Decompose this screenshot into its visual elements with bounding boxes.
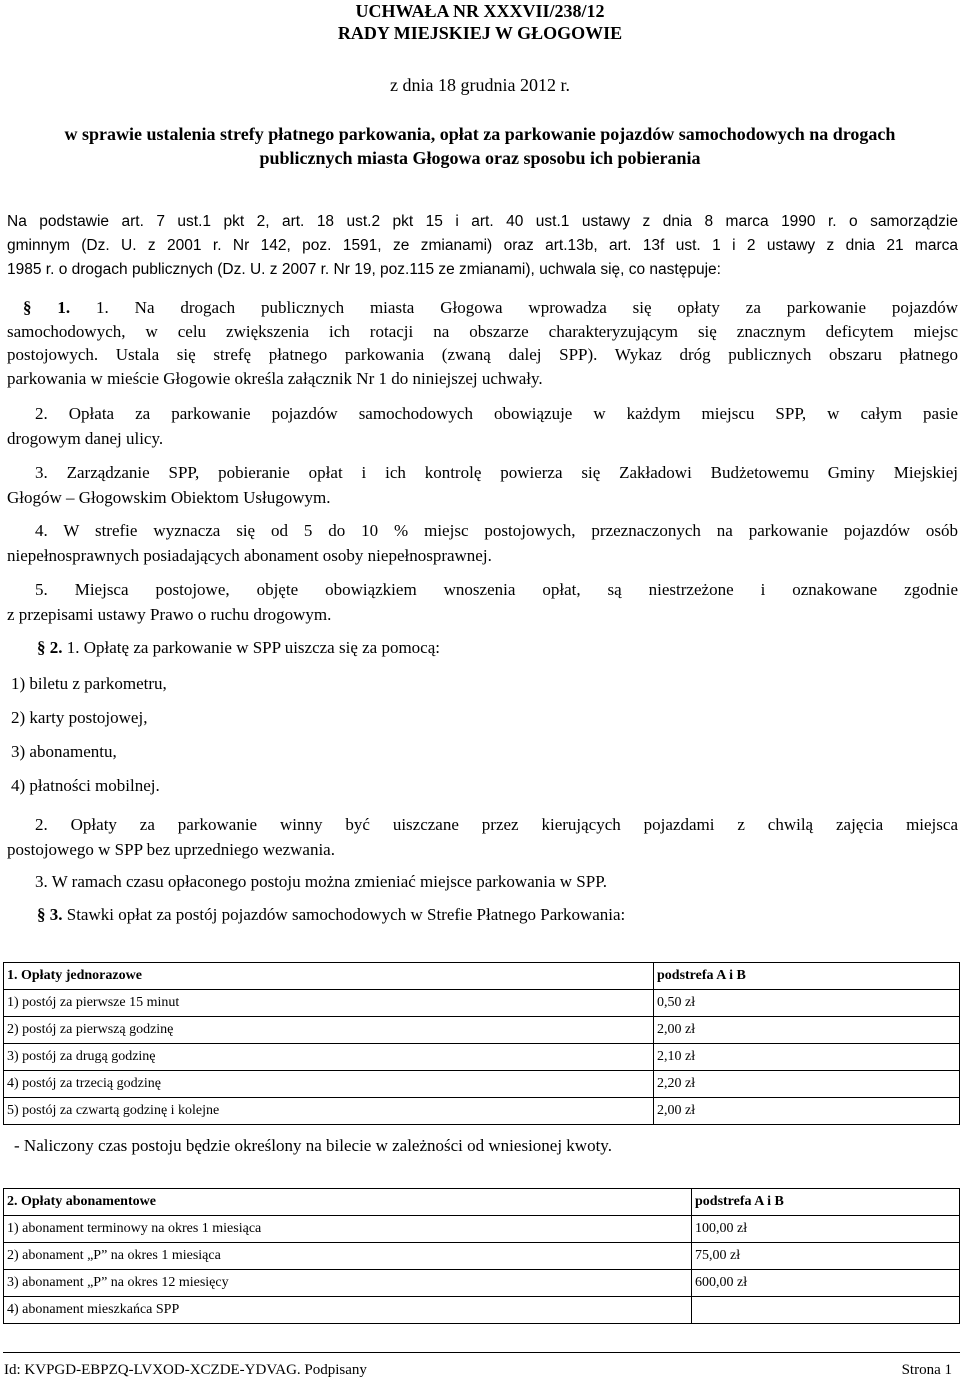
paragraph-line: samochodowych, w celu zwiększenia ich rotacji na obszarze charakteryzującym się znacznym deficytem miejsc: [7, 321, 958, 341]
fee-description: 4) abonament mieszkańca SPP: [4, 1297, 692, 1324]
payment-method-item: 3) abonamentu,: [11, 742, 117, 761]
fee-amount: 2,00 zł: [654, 1098, 960, 1125]
table-header-cell: 2. Opłaty abonamentowe: [4, 1189, 692, 1216]
preamble-line: gminnym (Dz. U. z 2001 r. Nr 142, poz. 1591, ze zmianami) oraz art.13b, art. 13f ust. 1 i 2 ustawy z dnia 21 marca: [7, 237, 958, 254]
table-row: [4, 1044, 960, 1071]
section-1-first-line: § 1. 1. Na drogach publicznych miasta Głogowa wprowadza się opłaty za parkowanie pojazdów: [23, 298, 959, 317]
subject-line-1: w sprawie ustalenia strefy płatnego parkowania, opłat za parkowanie pojazdów samochodowych na drogach: [64, 124, 896, 144]
fee-description: 5) postój za czwartą godzinę i kolejne: [4, 1098, 654, 1125]
subscription-fees-table: [3, 1188, 960, 1324]
fee-amount: 2,10 zł: [654, 1044, 960, 1071]
preamble-line: 1985 r. o drogach publicznych (Dz. U. z 2007 r. Nr 19, poz.115 ze zmianami), uchwala się, co następuje:: [7, 261, 721, 278]
table-header-cell: 1. Opłaty jednorazowe: [4, 963, 654, 990]
document-id: Id: KVPGD-EBPZQ-LVXOD-XCZDE-YDVAG. Podpisany: [4, 1362, 367, 1378]
table-header-row: [4, 963, 960, 990]
one-time-fees-table: [3, 962, 960, 1125]
paragraph-line: postojowego w SPP bez uprzedniego wezwania.: [7, 840, 335, 859]
fee-amount: 2,00 zł: [654, 1017, 960, 1044]
paragraph-line: niepełnosprawnych posiadających abonament osoby niepełnosprawnej.: [7, 546, 492, 565]
preamble-line: Na podstawie art. 7 ust.1 pkt 2, art. 18 ust.2 pkt 15 i art. 40 ust.1 ustawy z dnia 8 marca 1990 r. o samorządzie: [7, 213, 958, 230]
page-number: Strona 1: [901, 1362, 952, 1378]
section-2-intro: § 2. 1. Opłatę za parkowanie w SPP uiszcza się za pomocą:: [37, 638, 440, 657]
section-1-marker: § 1.: [23, 298, 71, 317]
paragraph-line: postojowych. Ustala się strefę płatnego parkowania (zwaną dalej SPP). Wykaz dróg publicznych obszaru płatnego: [7, 345, 958, 364]
fee-amount: 75,00 zł: [692, 1243, 960, 1270]
table-row: [4, 1243, 960, 1270]
paragraph-line: 4. W strefie wyznacza się od 5 do 10 % miejsc postojowych, przeznaczonych na parkowanie pojazdów osób: [35, 521, 958, 540]
payment-method-item: 4) płatności mobilnej.: [11, 776, 160, 795]
table-header-row: [4, 1189, 960, 1216]
section-1-paragraph-1: [7, 296, 958, 390]
council-name: RADY MIEJSKIEJ W GŁOGOWIE: [337, 23, 623, 43]
section-3-marker: § 3.: [37, 905, 63, 924]
fee-description: 3) abonament „P” na okres 12 miesięcy: [4, 1270, 692, 1297]
table-row: [4, 1098, 960, 1125]
fee-description: 4) postój za trzecią godzinę: [4, 1071, 654, 1098]
section-1-paragraph-2: [7, 401, 958, 451]
ticket-duration-note: - Naliczony czas postoju będzie określony na bilecie w zależności od wniesionej kwoty.: [14, 1136, 612, 1155]
paragraph-line: 2. Opłata za parkowanie pojazdów samochodowych obowiązuje w każdym miejscu SPP, w całym pasie: [35, 404, 958, 423]
section-2-paragraph-3: 3. W ramach czasu opłaconego postoju można zmieniać miejsce parkowania w SPP.: [35, 872, 608, 891]
table-row: [4, 990, 960, 1017]
resolution-date: z dnia 18 grudnia 2012 r.: [390, 75, 570, 95]
fee-description: 3) postój za drugą godzinę: [4, 1044, 654, 1071]
section-2-marker: § 2.: [37, 638, 63, 657]
footer-divider: [3, 1352, 960, 1353]
section-3-intro: § 3. Stawki opłat za postój pojazdów samochodowych w Strefie Płatnego Parkowania:: [37, 905, 626, 924]
table-row: [4, 1071, 960, 1098]
paragraph-line: 5. Miejsca postojowe, objęte obowiązkiem wnoszenia opłat, są niestrzeżone i oznakowane zgodnie: [35, 580, 958, 599]
table-row: [4, 1297, 960, 1324]
paragraph-line: 2. Opłaty za parkowanie winny być uiszczane przez kierujących pojazdami z chwilą zajęcia miejsca: [35, 815, 958, 834]
fee-amount: 600,00 zł: [692, 1270, 960, 1297]
fee-amount: 0,50 zł: [654, 990, 960, 1017]
preamble: [7, 210, 958, 282]
section-1-paragraph-4: [7, 518, 958, 568]
fee-description: 1) abonament terminowy na okres 1 miesiąca: [4, 1216, 692, 1243]
fee-amount: 100,00 zł: [692, 1216, 960, 1243]
payment-method-item: 1) biletu z parkometru,: [11, 674, 167, 693]
table-row: [4, 1216, 960, 1243]
table-row: [4, 1270, 960, 1297]
table-row: [4, 1017, 960, 1044]
table-header-cell: podstrefa A i B: [654, 963, 960, 990]
subject-line-2: publicznych miasta Głogowa oraz sposobu ich pobierania: [259, 148, 701, 168]
fee-description: 2) abonament „P” na okres 1 miesiąca: [4, 1243, 692, 1270]
paragraph-line: Głogów – Głogowskim Obiektom Usługowym.: [7, 488, 331, 507]
payment-method-item: 2) karty postojowej,: [11, 708, 148, 727]
fee-amount: 2,20 zł: [654, 1071, 960, 1098]
fee-description: 1) postój za pierwsze 15 minut: [4, 990, 654, 1017]
paragraph-line: z przepisami ustawy Prawo o ruchu drogowym.: [7, 605, 332, 624]
paragraph-line: drogowym danej ulicy.: [7, 429, 164, 448]
section-2-paragraph-2: [7, 812, 958, 862]
section-1-paragraph-5: [7, 577, 958, 627]
section-1-paragraph-3: [7, 460, 958, 510]
table-header-cell: podstrefa A i B: [692, 1189, 960, 1216]
paragraph-line: parkowania w mieście Głogowie określa załącznik Nr 1 do niniejszej uchwały.: [7, 368, 543, 388]
fee-amount: [692, 1297, 960, 1324]
fee-description: 2) postój za pierwszą godzinę: [4, 1017, 654, 1044]
paragraph-line: 3. Zarządzanie SPP, pobieranie opłat i ich kontrolę powierza się Zakładowi Budżetowemu Gminy Miejskiej: [35, 463, 958, 482]
resolution-title: UCHWAŁA NR XXXVII/238/12: [355, 1, 605, 21]
